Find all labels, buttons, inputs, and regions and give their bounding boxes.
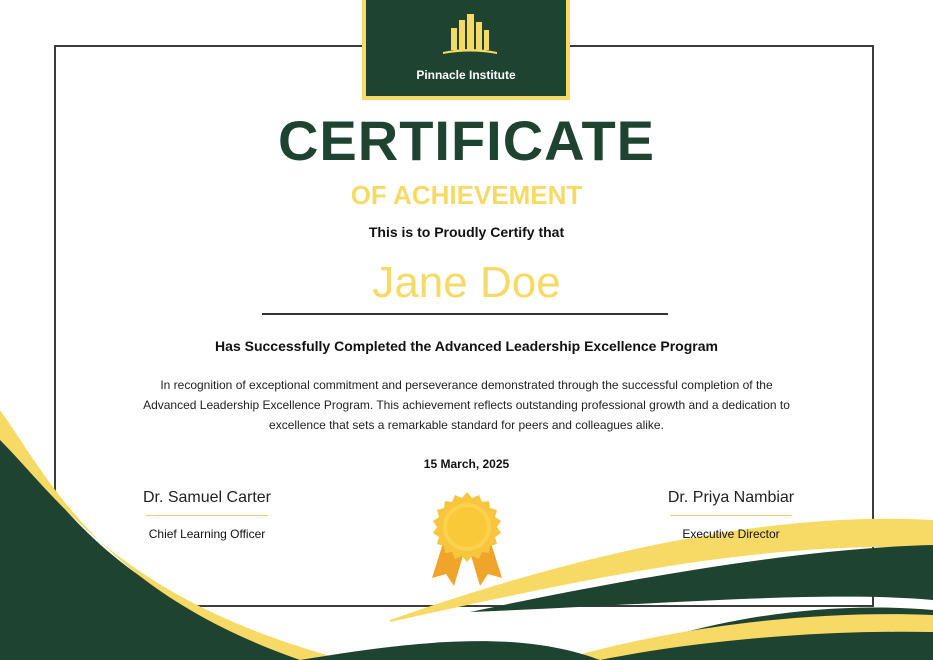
issue-date: 15 March, 2025 [423,457,510,471]
signatory-role: Chief Learning Officer [148,527,266,541]
signature-block-right [636,489,826,541]
certificate-subtitle: OF ACHIEVEMENT [350,180,583,210]
signature-line [146,515,268,516]
certificate-title: CERTIFICATE [277,109,656,172]
signatory-role: Executive Director [682,527,780,541]
certify-text: This is to Proudly Certify that [368,224,565,240]
signature-line [670,515,792,516]
buildings-icon [441,14,499,56]
completion-text: Has Successfully Completed the Advanced Leadership Excellence Program [215,338,718,354]
signatory-name: Dr. Samuel Carter [142,489,272,506]
recipient-underline [262,313,668,315]
gold-seal-ribbon-icon [426,490,508,590]
organization-name: Pinnacle Institute [416,68,516,82]
description-text: In recognition of exceptional commitment and perseverance demonstrated through the successful completion of the Advanced Leadership Excellence Program. This achievement reflects outstanding professional growth and a dedication to excellence that sets a remarkable standard for peers and colleagues alike. [143,378,790,432]
institute-badge [362,0,570,100]
wave-bottom-dark [300,641,600,660]
signatory-name: Dr. Priya Nambiar [667,489,795,506]
recipient-name: Jane Doe [372,258,561,307]
signature-block-left [112,489,302,541]
